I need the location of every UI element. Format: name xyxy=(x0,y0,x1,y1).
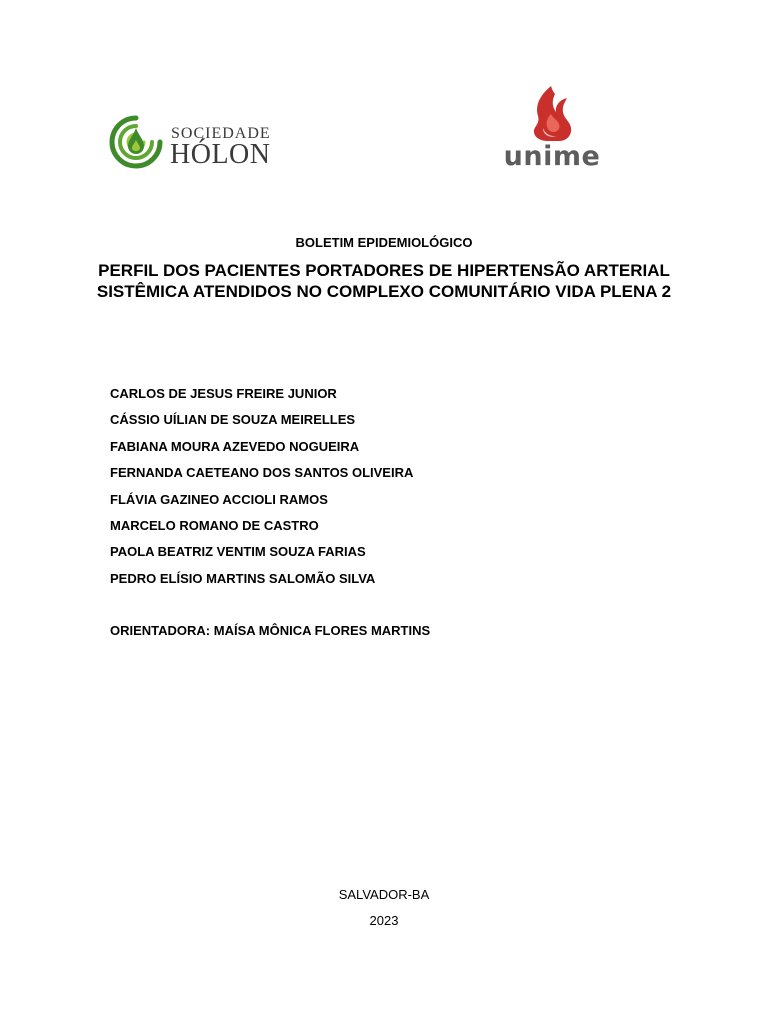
sociedade-holon-logo xyxy=(108,114,288,172)
advisor-line: ORIENTADORA: MAÍSA MÔNICA FLORES MARTINS xyxy=(110,623,431,638)
author-name: PAOLA BEATRIZ VENTIM SOUZA FARIAS xyxy=(110,544,366,560)
holon-name-line1: SOCIEDADE xyxy=(171,125,271,142)
author-name: CÁSSIO UÍLIAN DE SOUZA MEIRELLES xyxy=(110,412,356,428)
author-name: CARLOS DE JESUS FREIRE JUNIOR xyxy=(110,386,337,401)
holon-name-line2: HÓLON xyxy=(170,139,271,170)
holon-emblem-icon xyxy=(108,114,164,170)
unime-wordmark: unime xyxy=(503,141,601,172)
unime-logo xyxy=(502,84,602,176)
unime-flame-icon xyxy=(529,84,575,142)
author-name: FLÁVIA GAZINEO ACCIOLI RAMOS xyxy=(110,491,328,507)
author-name: PEDRO ELÍSIO MARTINS SALOMÃO SILVA xyxy=(110,570,376,586)
author-list xyxy=(110,386,413,597)
author-name: FABIANA MOURA AZEVEDO NOGUEIRA xyxy=(110,438,360,454)
document-title: PERFIL DOS PACIENTES PORTADORES DE HIPERTENSÃO ARTERIAL SISTÊMICA ATENDIDOS NO COMPLEXO COMUNITÁRIO VIDA PLENA 2 xyxy=(96,261,672,301)
city-label: SALVADOR-BA xyxy=(338,887,430,902)
year-label: 2023 xyxy=(369,913,399,928)
author-name: FERNANDA CAETEANO DOS SANTOS OLIVEIRA xyxy=(110,465,414,481)
author-name: MARCELO ROMANO DE CASTRO xyxy=(110,517,319,533)
document-kicker: BOLETIM EPIDEMIOLÓGICO xyxy=(295,235,473,250)
